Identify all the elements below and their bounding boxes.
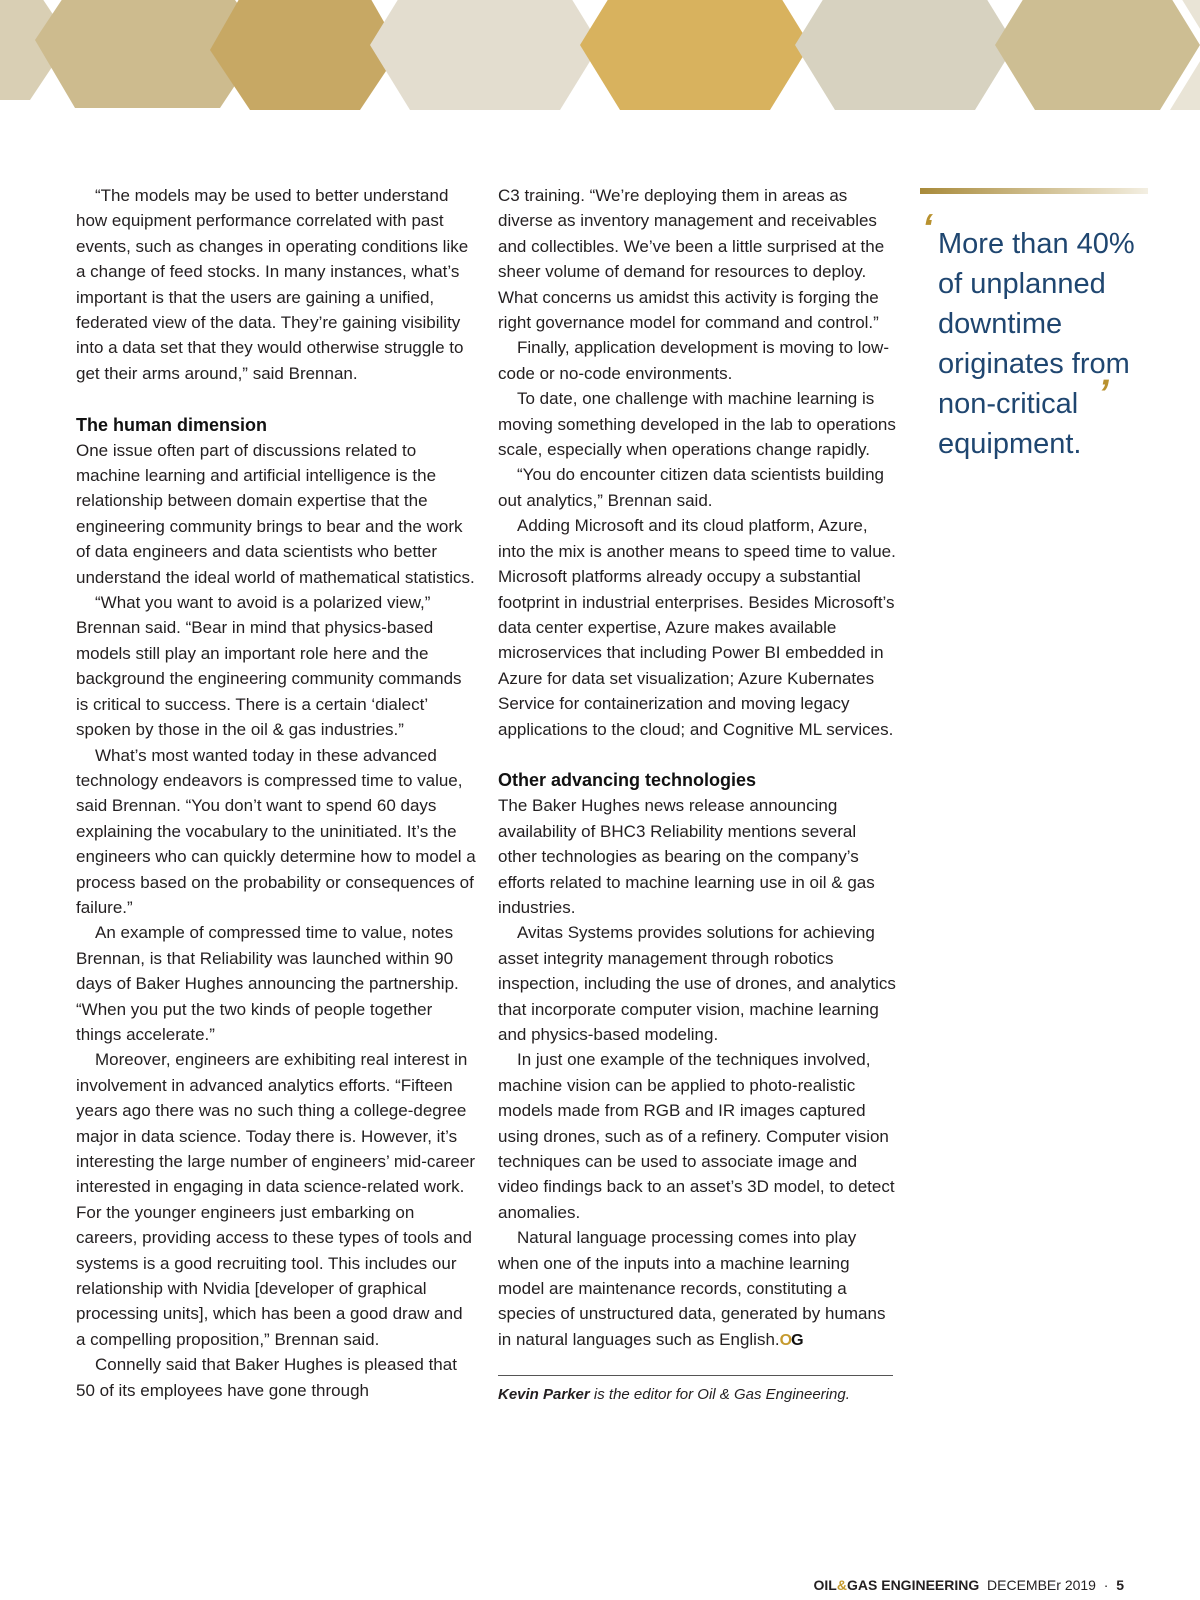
pull-quote-body [922, 207, 1150, 464]
footer-brand-amp: & [836, 1577, 847, 1593]
body-paragraph: One issue often part of discussions related to machine learning and artificial intelligence is the relationship between domain expertise that the engineering community brings to bear and the work of data engineers and data scientists who better understand the ideal world of mathematical statistics. [76, 440, 475, 587]
body-paragraph: The Baker Hughes news release announcing availability of BHC3 Reliability mentions several other technologies as bearing on the company’s efforts related to machine learning use in oil & gas industries. [498, 796, 875, 917]
body-paragraph: To date, one challenge with machine learning is moving something developed in the lab to operations scale, especially when operations change rapidly. [498, 389, 896, 460]
body-paragraph: “The models may be used to better understand how equipment performance correlated with past events, such as changes in operating conditions like a change of feed stocks. In many instances, what’s important is that the users are gaining a unified, federated view of the data. They’re gaining visibility into a data set that they would otherwise struggle to get their arms around,” said Brennan. [76, 186, 469, 383]
open-quote-mark: ‘ [922, 207, 933, 249]
hexagon-tile [580, 0, 810, 110]
footer-separator: · [1103, 1577, 1109, 1593]
pull-quote [920, 188, 1150, 464]
author-bio: is the editor for Oil & Gas Engineering. [589, 1386, 850, 1404]
body-paragraph: Finally, application development is moving to low-code or no-code environments. [498, 338, 889, 383]
article-column-left [76, 183, 476, 1403]
section-heading: Other advancing technologies [498, 770, 757, 791]
footer-brand [814, 1577, 980, 1593]
og-end-mark-logo [780, 1332, 803, 1349]
body-paragraph: Connelly said that Baker Hughes is pleased that 50 of its employees have gone through [76, 1355, 457, 1400]
footer-brand-oil: OIL [813, 1577, 837, 1593]
body-paragraph: Moreover, engineers are exhibiting real interest in involvement in advanced analytics efforts. “Fifteen years ago there was no such thing a college-degree major in data science. Today there is. However, it’s interesting the large number of engineers’ mid-career interested in engaging in data science-related work. For the younger engineers just embarking on careers, providing access to these types of tools and systems is a good recruiting tool. This includes our relationship with Nvidia [developer of graphical processing units], which has been a good draw and a compelling proposition,” Brennan said. [76, 1050, 476, 1349]
author-byline [498, 1384, 898, 1406]
body-paragraph: “What you want to avoid is a polarized view,” Brennan said. “Bear in mind that physics-based models still play an important role here and the background the engineering community commands is critical to success. There is a certain ‘dialect’ spoken by those in the oil & gas industries.” [76, 593, 462, 740]
author-name: Kevin Parker [498, 1386, 590, 1404]
hexagon-tile [370, 0, 600, 110]
hexagon-tile [795, 0, 1015, 110]
body-paragraph: An example of compressed time to value, notes Brennan, is that Reliability was launched within 90 days of Baker Hughes announcing the partnership. “When you put the two kinds of people together things accelerate.” [76, 923, 459, 1044]
article-column-middle [498, 183, 898, 1406]
page-number: 5 [1116, 1577, 1124, 1593]
body-paragraph: Adding Microsoft and its cloud platform, Azure, into the mix is another means to speed time to value. Microsoft platforms already occupy a substantial footprint in industrial enterprises. Besides Microsoft’s data center expertise, Azure makes available microservices that including Power BI embedded in Azure for data set visualization; Azure Kubernates Service for containerization and moving legacy applications to the cloud; and Cognitive ML services. [498, 516, 896, 739]
body-paragraph: In just one example of the techniques involved, machine vision can be applied to photo-realistic models made from RGB and IR images captured using drones, such as of a refinery. Computer vision techniques can be used to associate image and video findings back to an asset’s 3D model, to detect anomalies. [498, 1050, 895, 1222]
hexagon-header-banner [0, 0, 1200, 120]
section-heading: The human dimension [76, 414, 268, 435]
pull-quote-text: More than 40% of unplanned downtime originates from non-critical equipment. [938, 228, 1135, 460]
body-paragraph: C3 training. “We’re deploying them in areas as diverse as inventory management and receivables and collectibles. We’ve been a little surprised at the sheer volume of demand for resources to deploy. What concerns us amidst this activity is forging the right governance model for command and control.” [498, 186, 885, 333]
hexagon-pattern-graphic [0, 0, 1200, 120]
page-footer [814, 1577, 1124, 1593]
og-logo-o: O [779, 1331, 792, 1349]
pull-quote-gold-rule [920, 188, 1148, 194]
body-paragraph: What’s most wanted today in these advanced technology endeavors is compressed time to value, said Brennan. “You don’t want to spend 60 days explaining the vocabulary to the uninitiated. It’s the engineers who can quickly determine how to model a process based on the probability or consequences of failure.” [76, 745, 476, 917]
footer-date: DECEMBEr 2019 [987, 1577, 1096, 1593]
body-paragraph: “You do encounter citizen data scientists building out analytics,” Brennan said. [498, 465, 884, 510]
close-quote-mark: ’ [1098, 373, 1109, 415]
og-logo-g: G [791, 1331, 803, 1349]
hexagon-tile [995, 0, 1200, 110]
body-paragraph-final [498, 1225, 898, 1353]
footer-brand-gas: GAS ENGINEERING [847, 1577, 980, 1593]
byline-divider [498, 1375, 893, 1376]
final-paragraph-text: Natural language processing comes into play when one of the inputs into a machine learning model are maintenance records, constituting a species of unstructured data, generated by humans in natural languages such as English. [498, 1228, 886, 1349]
body-paragraph: Avitas Systems provides solutions for achieving asset integrity management through robotics inspection, including the use of drones, and analytics that incorporate computer vision, machine learning and physics-based modeling. [498, 923, 896, 1044]
